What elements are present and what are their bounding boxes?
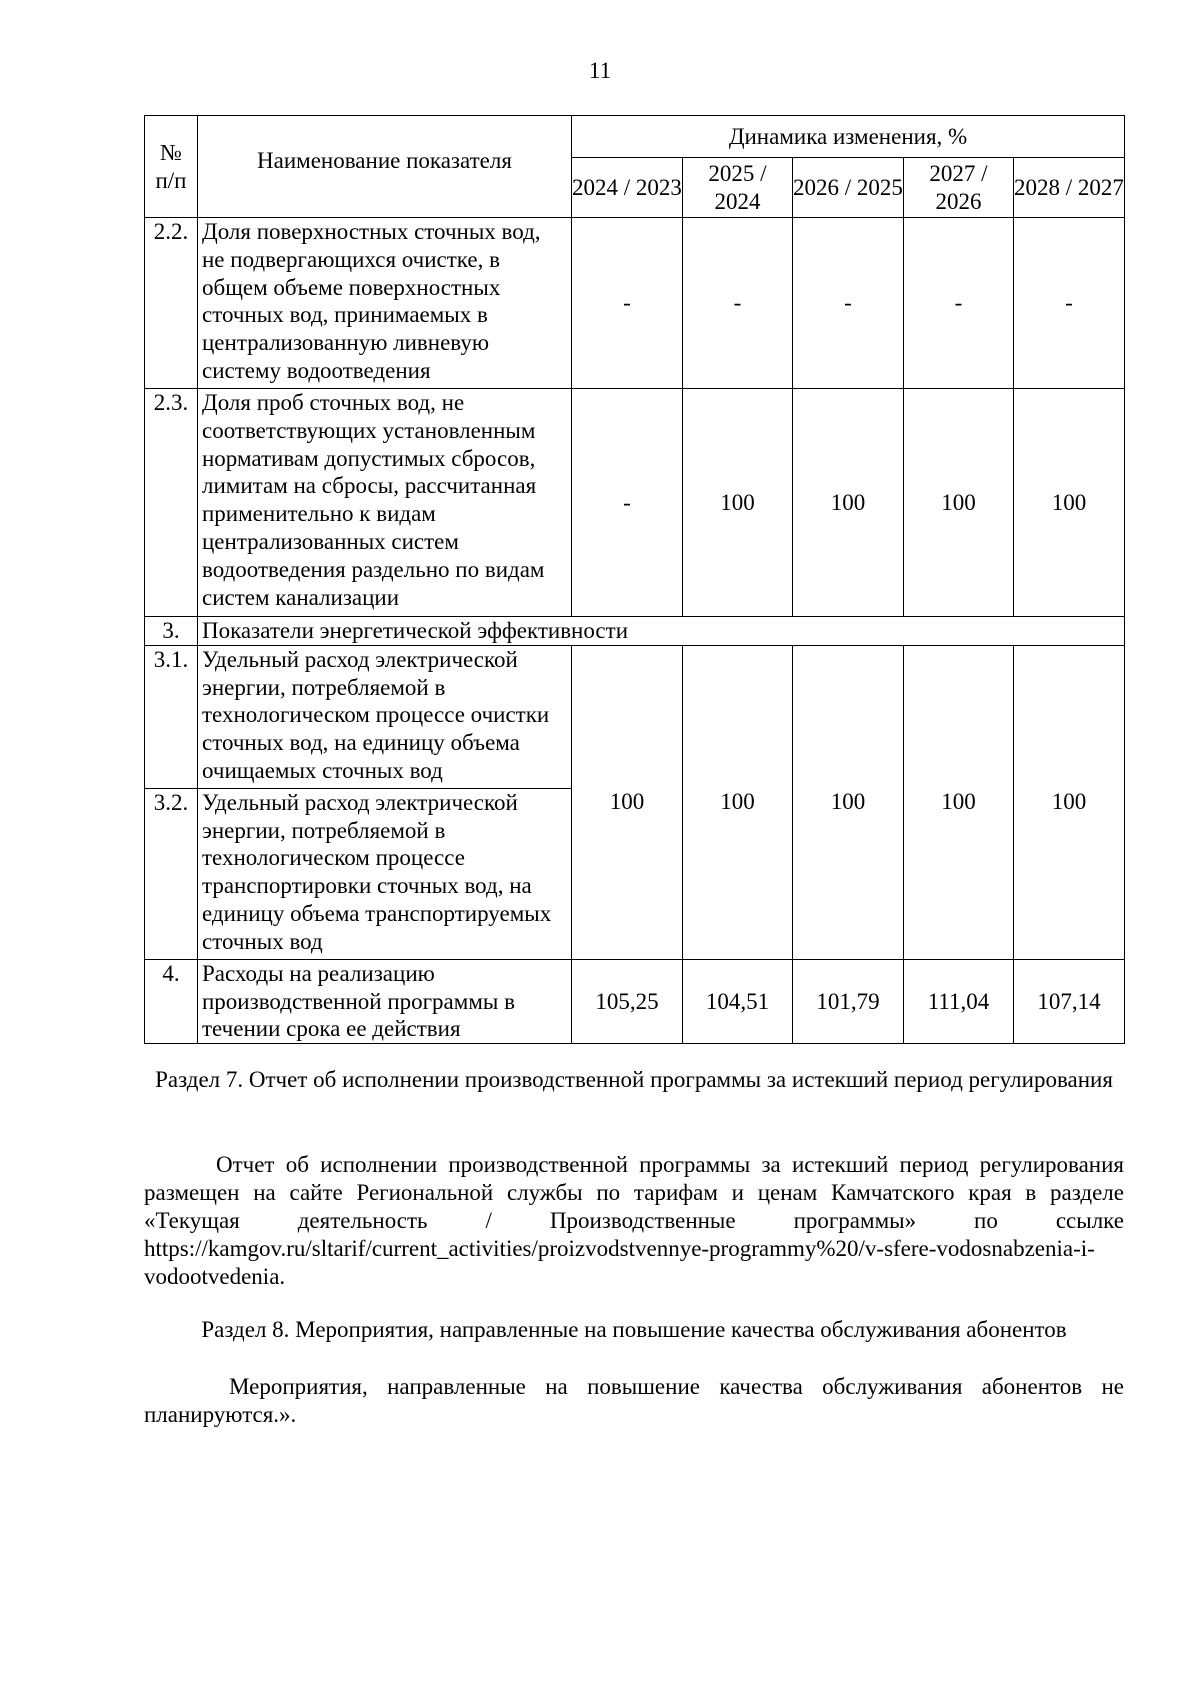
row-value: 100	[904, 389, 1014, 617]
row-value: -	[793, 218, 904, 389]
section-7-title: Раздел 7. Отчет об исполнении производственной программы за истекший период регулирования	[155, 1067, 1113, 1092]
page-number: 11	[588, 58, 612, 83]
row-name: Удельный расход электрической энергии, потребляемой в технологическом процессе транспортировки сточных вод, на единицу объема транспортируемых сточных вод	[198, 788, 572, 959]
row-value: 104,51	[683, 959, 793, 1043]
row-value: 100	[1014, 645, 1125, 959]
row-value: 100	[793, 645, 904, 959]
row-value: -	[683, 218, 793, 389]
row-name: Расходы на реализацию производственной программы в течении срока ее действия	[198, 959, 572, 1043]
row-value: -	[572, 389, 683, 617]
row-value: 107,14	[1014, 959, 1125, 1043]
row-value: 100	[793, 389, 904, 617]
row-number: 2.3.	[145, 389, 198, 617]
row-number: 3.1.	[145, 645, 198, 788]
row-value: 105,25	[572, 959, 683, 1043]
header-year: 2028 / 2027	[1014, 158, 1125, 218]
header-year: 2024 / 2023	[572, 158, 683, 218]
table-row	[145, 645, 1125, 788]
row-number: 2.2.	[145, 218, 198, 389]
table-header-row	[145, 116, 1125, 158]
header-year: 2026 / 2025	[793, 158, 904, 218]
table-row	[145, 389, 1125, 617]
row-number: 3.2.	[145, 788, 198, 959]
section-7-text: Отчет об исполнении производственной программы за истекший период регулирования размещен на сайте Региональной службы по тарифам и ценам Камчатского края в разделе «Текущая деятельность / Производственные программы» по ссылке https://kamgov.ru/sltarif/current_activities/proizvodstvennye-programmy%20/v-sfere-vodosnabzenia-i-vodootvedenia.	[144, 1152, 1124, 1289]
row-value: -	[1014, 218, 1125, 389]
row-value: -	[904, 218, 1014, 389]
section-8-text: Мероприятия, направленные на повышение качества обслуживания абонентов не планируются.».	[144, 1374, 1124, 1427]
table-section-row	[145, 617, 1125, 646]
indicators-table	[144, 115, 1125, 1044]
row-name: Доля поверхностных сточных вод, не подвергающихся очистке, в общем объеме поверхностных сточных вод, принимаемых в централизованную ливневую систему водоотведения	[198, 218, 572, 389]
row-value: 100	[683, 645, 793, 959]
row-value: 101,79	[793, 959, 904, 1043]
header-dynamics: Динамика изменения, %	[572, 116, 1125, 158]
row-value: -	[572, 218, 683, 389]
row-value: 100	[1014, 389, 1125, 617]
row-number: 4.	[145, 959, 198, 1043]
row-value: 111,04	[904, 959, 1014, 1043]
section-8-title: Раздел 8. Мероприятия, направленные на повышение качества обслуживания абонентов	[201, 1317, 1067, 1342]
header-name: Наименование показателя	[198, 116, 572, 218]
row-value: 100	[683, 389, 793, 617]
row-value: 100	[904, 645, 1014, 959]
table-row	[145, 959, 1125, 1043]
row-value: 100	[572, 645, 683, 959]
row-name: Доля проб сточных вод, не соответствующих установленным нормативам допустимых сбросов, лимитам на сбросы, рассчитанная применительно к видам централизованных систем водоотведения раздельно по видам систем канализации	[198, 389, 572, 617]
row-name: Удельный расход электрической энергии, потребляемой в технологическом процессе очистки сточных вод, на единицу объема очищаемых сточных вод	[198, 645, 572, 788]
row-name: Показатели энергетической эффективности	[198, 617, 1125, 646]
header-year: 2025 / 2024	[683, 158, 793, 218]
header-year: 2027 / 2026	[904, 158, 1014, 218]
row-number: 3.	[145, 617, 198, 646]
header-num: № п/п	[145, 116, 198, 218]
table-row	[145, 218, 1125, 389]
